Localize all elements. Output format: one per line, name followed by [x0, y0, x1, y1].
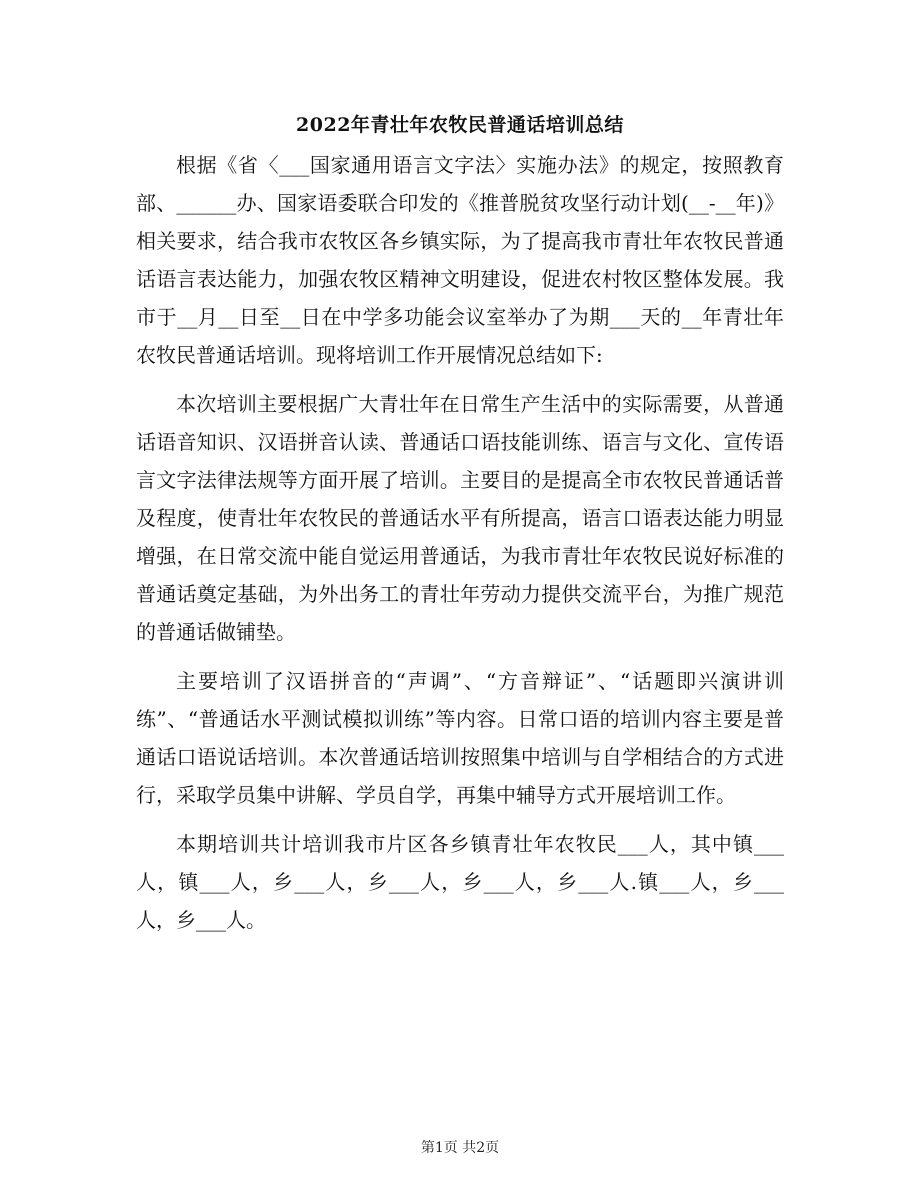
paragraph-4: 本期培训共计培训我市片区各乡镇青壮年农牧民___人，其中镇___人，镇___人，乡___人，乡___人，乡___人，乡___人.镇___人，乡___人，乡___人。: [136, 832, 784, 932]
document-title: 2022年青壮年农牧民普通话培训总结: [296, 114, 624, 136]
paragraph-3: 主要培训了汉语拼音的“声调”、“方音辩证”、“话题即兴演讲训练”、“普通话水平测试模拟训练”等内容。日常口语的培训内容主要是普通话口语说话培训。本次普通话培训按照集中培训与自学相结合的方式进行，采取学员集中讲解、学员自学，再集中辅导方式开展培训工作。: [136, 669, 784, 807]
page-footer: 第1页 共2页: [420, 1140, 500, 1156]
paragraph-1: 根据《省〈___国家通用语言文字法〉实施办法》的规定，按照教育部、______办、国家语委联合印发的《推普脱贫攻坚行动计划(__-__年)》相关要求，结合我市农牧区各乡镇实际，为了提高我市青壮年农牧民普通话语言表达能力，加强农牧区精神文明建设，促进农村牧区整体发展。我市于__月__日至__日在中学多功能会议室举办了为期___天的__年青壮年农牧民普通话培训。现将培训工作开展情况总结如下:: [136, 153, 784, 367]
paragraph-2: 本次培训主要根据广大青壮年在日常生产生活中的实际需要，从普通话语音知识、汉语拼音认读、普通话口语技能训练、语言与文化、宣传语言文字法律法规等方面开展了培训。主要目的是提高全市农牧民普通话普及程度，使青壮年农牧民的普通话水平有所提高，语言口语表达能力明显增强，在日常交流中能自觉运用普通话，为我市青壮年农牧民说好标准的普通话奠定基础，为外出务工的青壮年劳动力提供交流平台，为推广规范的普通话做铺垫。: [136, 392, 784, 644]
document-body: [136, 146, 784, 950]
